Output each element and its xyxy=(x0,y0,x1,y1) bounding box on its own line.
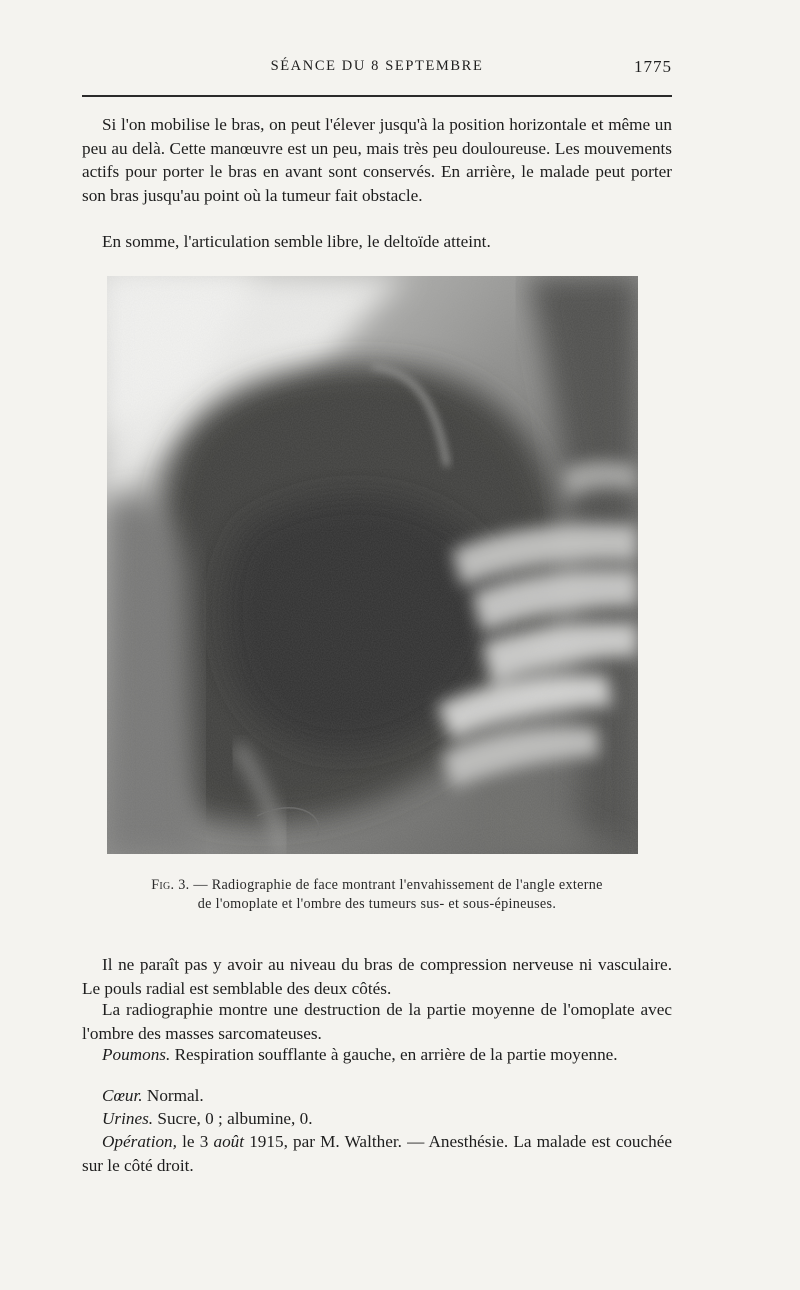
paragraph-radiograph-findings: La radiographie montre une destruction de la partie moyenne de l'omoplate avec l'ombre des masses sarcomateuses. xyxy=(82,1000,672,1043)
operation-month: août xyxy=(213,1132,245,1151)
operation-text-b: 1915, par M. Walther. — Anesthésie. La malade est couchée sur le côté droit. xyxy=(82,1132,673,1175)
paragraph-nerve-compression: Il ne paraît pas y avoir au niveau du bras de compression nerveuse ni vasculaire. Le pouls radial est semblable des deux côtés. xyxy=(82,955,672,998)
figure-label: Fig. 3. xyxy=(151,877,190,893)
urine-label: Urines. xyxy=(102,1109,154,1128)
running-title: SÉANCE DU 8 SEPTEMBRE xyxy=(270,58,484,74)
caption-line-1: Radiographie de face montrant l'envahissement de l'angle externe xyxy=(211,877,603,893)
radiograph-image xyxy=(107,276,638,854)
operation-text-a: le 3 xyxy=(176,1132,214,1151)
page-number: 1775 xyxy=(634,57,672,76)
urine-text: Sucre, 0 ; albumine, 0. xyxy=(153,1109,313,1128)
figure-caption xyxy=(82,876,672,914)
lungs-text: Respiration soufflante à gauche, en arrière de la partie moyenne. xyxy=(170,1045,618,1064)
caption-line-2: de l'omoplate et l'ombre des tumeurs sus- et sous-épineuses. xyxy=(197,896,557,912)
header-rule xyxy=(82,95,672,97)
paragraph-operation xyxy=(82,1130,672,1177)
paragraph-heart xyxy=(82,1084,672,1108)
radiograph-figure xyxy=(107,276,638,854)
heart-label: Cœur. xyxy=(102,1086,143,1105)
paragraph-lungs xyxy=(82,1043,672,1067)
lungs-label: Poumons. xyxy=(102,1045,171,1064)
paragraph-arm-mobility: Si l'on mobilise le bras, on peut l'élever jusqu'à la position horizontale et même un peu au delà. Cette manœuvre est un peu, mais très peu douloureuse. Les mouvements actifs pour porter le bras en avant sont conservés. En arrière, le malade peut porter son bras jusqu'au point où la tumeur fait obstacle. xyxy=(82,115,672,205)
figure-dash: — xyxy=(189,877,212,893)
paragraph-summary: En somme, l'articulation semble libre, le deltoïde atteint. xyxy=(102,232,491,251)
heart-text: Normal. xyxy=(142,1086,204,1105)
operation-label: Opération, xyxy=(102,1132,177,1151)
running-head xyxy=(82,58,672,82)
paragraph-urine xyxy=(82,1107,672,1131)
